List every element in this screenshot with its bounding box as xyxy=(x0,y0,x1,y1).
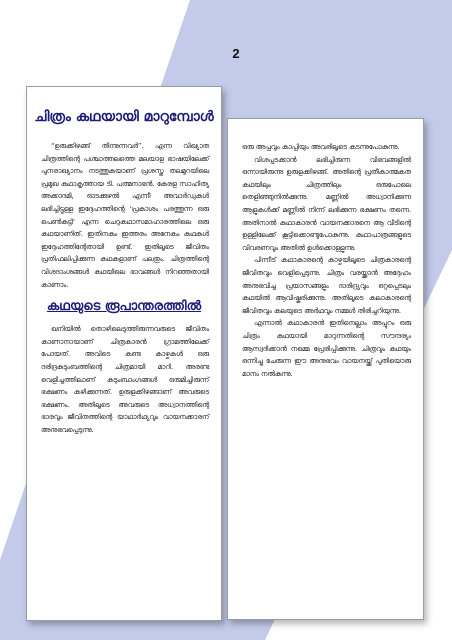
page-number: 2 xyxy=(232,46,240,61)
right-column xyxy=(227,118,424,620)
left-column xyxy=(26,86,222,621)
article-title: ചിത്രം കഥയായി മാറുമ്പോൾ xyxy=(34,109,214,125)
right-paragraph-4: എന്നാൽ കഥാകാരൻ ഇതിനെല്ലാം അപ്പുറം ഒരു ചിത്രം കഥയായി മാറുന്നതിന്റെ സൗന്ദര്യം ആസ്വദിക്കാൻ നമ്മെ പ്രേരിപ്പിക്കുന്നു. ചിത്രവും കഥയും ഒന്നിച്ചു ചേരുന്ന ഈ അനുഭവം വായനയ്ക്ക് പുതിയൊരു മാനം നൽകുന്നു. xyxy=(242,319,411,378)
left-paragraph-2: ഖനിയിൽ തൊഴിലെടുത്തിരുന്നവരുടെ ജീവിതം കാണാനായാണ് ചിത്രകാരൻ ഗ്രാമത്തിലേക്ക് പോയത്. അവിടെ കണ്ട കാഴ്ചകൾ ഒരു ദരിദ്രകുടുംബത്തിന്റെ ചിത്രമായി മാറി. അരണ്ട വെളിച്ചത്തിലാണ് കുടുംബാംഗങ്ങൾ ഒരുമിച്ചിരുന്ന് ഭക്ഷണം കഴിക്കുന്നത്. ഉരുളക്കിഴങ്ങാണ് അവരുടെ ഭക്ഷണം. അതിലൂടെ അവരുടെ അധ്വാനത്തിന്റെ ഭാരവും ജീവിതത്തിന്റെ യാഥാർഥ്യവും വായനക്കാരന് അനുഭവപ്പെടുന്നു. xyxy=(41,325,209,434)
right-paragraph-1: ഒരു അപ്പവും കാപ്പിയും അവരിലൂടെ കടന്നുപോകുന്നു. xyxy=(242,143,400,151)
right-paragraph-3: പിന്നീട് കഥാകാരന്റെ കാഴ്ചയിലൂടെ ചിത്രകാരന്റെ ജീവിതവും വെളിപ്പെടുന്നു. ചിത്രം വരയ്ക്കാൻ അദ്ദേഹം അനുഭവിച്ച പ്രയാസങ്ങളും ദാരിദ്ര്യവും ഒറ്റപ്പെടലും കഥയിൽ ആവിഷ്കരിക്കുന്നു. അതിലൂടെ കലാകാരന്റെ ജീവിതവും കലയുടെ അർഥവും നമ്മൾ തിരിച്ചറിയുന്നു. xyxy=(242,256,411,315)
section-subtitle: കഥയുടെ രൂപാന്തരത്തിൽ xyxy=(46,299,202,315)
right-paragraph-2: വിശപ്പടക്കാൻ ലഭിച്ചിരുന്ന വിഭവങ്ങളിൽ ഒന്നായിരുന്നു ഉരുളക്കിഴങ്ങ്. അതിന്റെ പ്രതീകാത്മകത കഥയിലും ചിത്രത്തിലും ഒരുപോലെ തെളിഞ്ഞുനിൽക്കുന്നു. മണ്ണിൽ അധ്വാനിക്കുന്ന ആളുകൾക്ക് മണ്ണിൽ നിന്ന് ലഭിക്കുന്ന ഭക്ഷണം തന്നെ. അതിനാൽ കഥാകാരൻ വായനക്കാരനെ ആ വീടിന്റെ ഉള്ളിലേക്ക് കൂട്ടിക്കൊണ്ടുപോകുന്നു. കഥാപാത്രങ്ങളുടെ വിവരണവും അതിൽ ഉൾക്കൊള്ളുന്നു. xyxy=(242,155,411,252)
left-paragraph-1: “ഉരുക്കിഴങ്ങ് തിന്നുന്നവർ”. എന്ന വിഖ്യാത ചിത്രത്തിന്റെ പശ്ചാത്തലത്തെ മലയാള ഭാഷയിലേക്ക് പുനരാഖ്യാനം നടത്തുകയാണ് പ്രശസ്ത തലമുറയിലെ പ്രമുഖ കഥാകൃത്തായ ടി. പത്മനാഭൻ. കേരള സാഹിത്യ അക്കാദമി, ഓടക്കുഴൽ എന്നീ അവാർഡുകൾ ലഭിച്ചിട്ടുള്ള ഇദ്ദേഹത്തിന്റെ 'പ്രകാശം പരത്തുന്ന ഒരു പെൺകുട്ടി' എന്ന ചെറുകഥാസമാഹാരത്തിലെ ഒരു കഥയാണിത്. ഇതിനകം ഇത്തരം അനേകം കഥകൾ ഇദ്ദേഹത്തിന്റേതായി ഉണ്ട്. ഇതിലൂടെ ജീവിതം പ്രതിഫലിപ്പിക്കുന്ന കഥകളാണ് പലതും. ചിത്രത്തിന്റെ വിശദാംശങ്ങൾ കഥയിലെ ഭാവങ്ങൾ നിറഞ്ഞതായി കാണാം. xyxy=(41,142,209,289)
